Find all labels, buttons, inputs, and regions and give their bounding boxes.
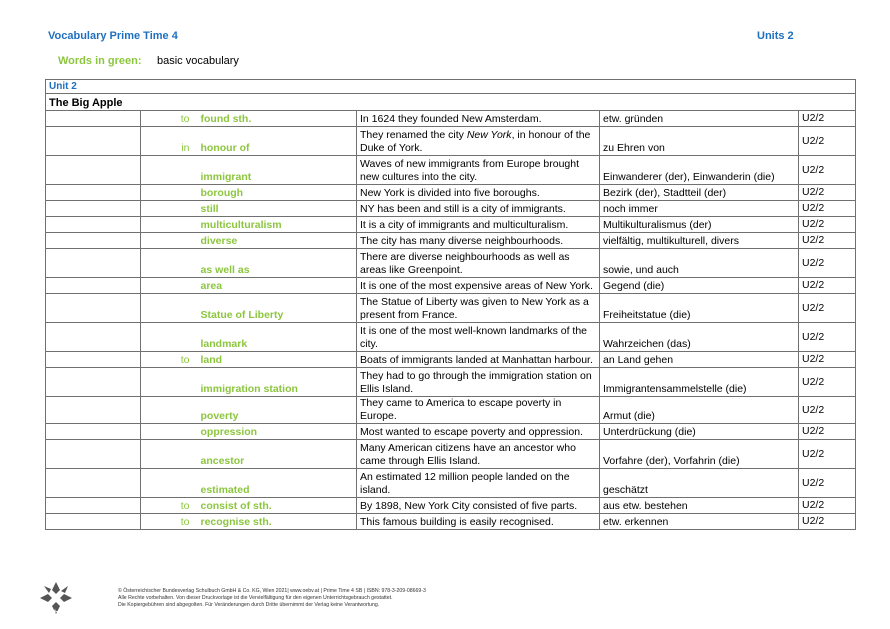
unit-row [46,80,856,94]
footer-line: Die Kopiergebühren sind abgegolten. Für Veränderungen durch Dritte übernimmt der Verlag keine Verantwortung. [118,602,380,608]
example-part: , in honour of the Duke of York. [360,129,591,154]
example-sentence: They came to America to escape poverty in Europe. [357,397,600,424]
translation-cell: Immigrantensammelstelle (die) [600,368,799,397]
table-row [46,201,856,217]
preposition-cell [141,249,198,278]
example-sentence: New York is divided into five boroughs. [357,185,600,201]
blank-cell [46,397,141,424]
preposition-cell [141,294,198,323]
unit-code-cell: U2/2 [799,469,856,498]
example-sentence: The Statue of Liberty was given to New York as a present from France. [357,294,600,323]
table-row [46,127,856,156]
vocab-word: estimated [198,469,357,498]
logo-text: öbv [49,610,63,616]
example-sentence: By 1898, New York City consisted of five parts. [357,498,600,514]
table-row [46,469,856,498]
vocab-word: honour of [198,127,357,156]
blank-cell [46,352,141,368]
unit-code-cell: U2/2 [799,185,856,201]
vocabulary-table [45,79,856,530]
legend-text: basic vocabulary [157,55,239,67]
document-title: Vocabulary Prime Time 4 [48,30,178,42]
table-row [46,217,856,233]
preposition-cell [141,440,198,469]
table-row [46,440,856,469]
vocab-word: multiculturalism [198,217,357,233]
unit-code-cell: U2/2 [799,233,856,249]
vocab-word: consist of sth. [198,498,357,514]
vocab-word: oppression [198,424,357,440]
translation-cell: aus etw. bestehen [600,498,799,514]
units-label: Units 2 [757,30,794,42]
translation-cell: noch immer [600,201,799,217]
vocab-word: area [198,278,357,294]
table-row [46,424,856,440]
blank-cell [46,249,141,278]
translation-cell: geschätzt [600,469,799,498]
section-title: The Big Apple [46,94,856,111]
example-sentence: It is one of the most expensive areas of New York. [357,278,600,294]
preposition-cell [141,185,198,201]
translation-cell: etw. erkennen [600,514,799,530]
example-part: New York [466,129,512,141]
blank-cell [46,156,141,185]
preposition-cell: to [141,514,198,530]
unit-code-cell: U2/2 [799,111,856,127]
table-row [46,233,856,249]
unit-code-cell: U2/2 [799,323,856,352]
unit-code-cell: U2/2 [799,217,856,233]
vocab-word: immigration station [198,368,357,397]
example-sentence: This famous building is easily recognised. [357,514,600,530]
unit-code-cell: U2/2 [799,156,856,185]
obv-logo-icon [38,580,74,616]
example-sentence: Waves of new immigrants from Europe brought new cultures into the city. [357,156,600,185]
preposition-cell: in [141,127,198,156]
blank-cell [46,498,141,514]
vocab-word: borough [198,185,357,201]
vocab-word: poverty [198,397,357,424]
unit-code-cell: U2/2 [799,514,856,530]
example-sentence [357,127,600,156]
translation-cell: Bezirk (der), Stadtteil (der) [600,185,799,201]
vocab-word: land [198,352,357,368]
preposition-cell [141,156,198,185]
blank-cell [46,514,141,530]
unit-code-cell: U2/2 [799,278,856,294]
blank-cell [46,217,141,233]
table-row [46,397,856,424]
translation-cell: Multikulturalismus (der) [600,217,799,233]
table-row [46,249,856,278]
unit-code-cell: U2/2 [799,397,856,424]
table-row [46,514,856,530]
unit-code-cell: U2/2 [799,440,856,469]
vocab-word: as well as [198,249,357,278]
vocab-word: recognise sth. [198,514,357,530]
legend-label: Words in green: [58,55,142,67]
table-row [46,323,856,352]
translation-cell: zu Ehren von [600,127,799,156]
unit-code-cell: U2/2 [799,368,856,397]
table-row [46,185,856,201]
example-sentence: There are diverse neighbourhoods as well as areas like Greenpoint. [357,249,600,278]
table-row [46,368,856,397]
translation-cell: Unterdrückung (die) [600,424,799,440]
preposition-cell [141,201,198,217]
table-row [46,498,856,514]
unit-label: Unit 2 [46,80,856,94]
blank-cell [46,233,141,249]
vocab-word: immigrant [198,156,357,185]
unit-code-cell: U2/2 [799,352,856,368]
blank-cell [46,323,141,352]
translation-cell: Vorfahre (der), Vorfahrin (die) [600,440,799,469]
footer-line: Alle Rechte vorbehalten. Von dieser Druckvorlage ist die Vervielfältigung für den eigenen Unterrichtsgebrauch gestattet. [118,595,393,601]
example-sentence: An estimated 12 million people landed on the island. [357,469,600,498]
vocab-word: still [198,201,357,217]
example-sentence: Most wanted to escape poverty and oppression. [357,424,600,440]
translation-cell: Armut (die) [600,397,799,424]
translation-cell: an Land gehen [600,352,799,368]
translation-cell: Gegend (die) [600,278,799,294]
unit-code-cell: U2/2 [799,127,856,156]
example-sentence: NY has been and still is a city of immigrants. [357,201,600,217]
example-sentence: Many American citizens have an ancestor who came through Ellis Island. [357,440,600,469]
preposition-cell [141,424,198,440]
table-row [46,156,856,185]
preposition-cell [141,217,198,233]
blank-cell [46,185,141,201]
blank-cell [46,278,141,294]
blank-cell [46,111,141,127]
blank-cell [46,368,141,397]
vocab-word: landmark [198,323,357,352]
translation-cell: Einwanderer (der), Einwanderin (die) [600,156,799,185]
example-sentence: In 1624 they founded New Amsterdam. [357,111,600,127]
example-part: They renamed the city [360,129,467,141]
section-title-row [46,94,856,111]
example-sentence: The city has many diverse neighbourhoods. [357,233,600,249]
table-row [46,278,856,294]
footer-line: © Österreichischer Bundesverlag Schulbuch GmbH & Co. KG, Wien 2021| www.oebv.at | Prime Time 4 SB | ISBN: 978-3-209-08669-3 [118,588,426,594]
unit-code-cell: U2/2 [799,424,856,440]
example-sentence: It is one of the most well-known landmarks of the city. [357,323,600,352]
preposition-cell [141,397,198,424]
unit-code-cell: U2/2 [799,249,856,278]
vocab-word: found sth. [198,111,357,127]
blank-cell [46,201,141,217]
copyright-footer [118,588,818,609]
preposition-cell [141,278,198,294]
blank-cell [46,469,141,498]
translation-cell: Wahrzeichen (das) [600,323,799,352]
preposition-cell [141,469,198,498]
vocab-word: Statue of Liberty [198,294,357,323]
blank-cell [46,440,141,469]
preposition-cell [141,368,198,397]
table-row [46,352,856,368]
unit-code-cell: U2/2 [799,498,856,514]
unit-code-cell: U2/2 [799,201,856,217]
example-sentence: They had to go through the immigration station on Ellis Island. [357,368,600,397]
translation-cell: vielfältig, multikulturell, divers [600,233,799,249]
vocab-word: ancestor [198,440,357,469]
preposition-cell: to [141,352,198,368]
preposition-cell: to [141,111,198,127]
preposition-cell: to [141,498,198,514]
translation-cell: sowie, und auch [600,249,799,278]
preposition-cell [141,233,198,249]
preposition-cell [141,323,198,352]
blank-cell [46,424,141,440]
unit-code-cell: U2/2 [799,294,856,323]
blank-cell [46,294,141,323]
vocab-word: diverse [198,233,357,249]
translation-cell: Freiheitstatue (die) [600,294,799,323]
translation-cell: etw. gründen [600,111,799,127]
example-sentence: It is a city of immigrants and multiculturalism. [357,217,600,233]
table-row [46,294,856,323]
table-row [46,111,856,127]
example-sentence: Boats of immigrants landed at Manhattan harbour. [357,352,600,368]
blank-cell [46,127,141,156]
